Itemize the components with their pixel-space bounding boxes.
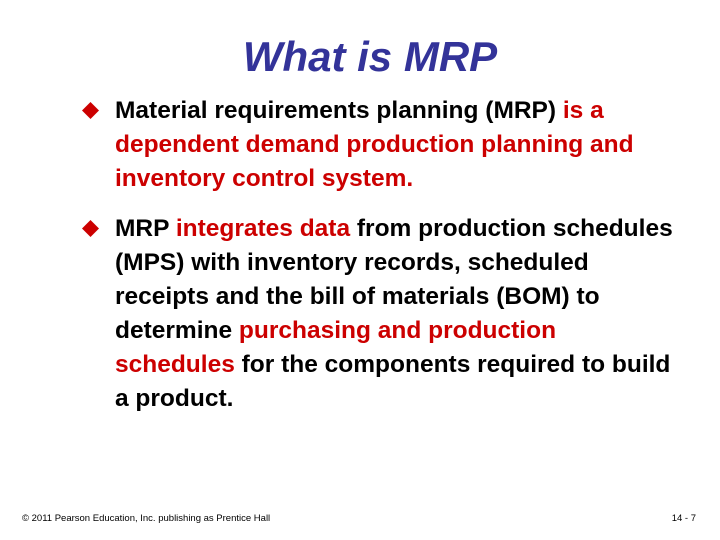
bullet-text-segment: for the components required to build a product. [115,351,671,412]
slide-title: What is MRP [242,33,498,80]
footer-copyright: © 2011 Pearson Education, Inc. publishing as Prentice Hall [22,513,271,524]
diamond-bullet-icon [82,220,99,237]
bullet-text-segment: Material requirements planning (MRP) [115,97,563,124]
bullet-text-segment: MRP [115,215,176,242]
bullet-item-mrp-definition [82,94,682,196]
diamond-bullet-icon [82,102,99,119]
bullet-item-mrp-integration [82,212,682,416]
bullet-text-highlight: integrates data [175,215,351,242]
bullet-list [82,94,682,432]
page-number: 14 - 7 [671,513,696,524]
bullet-text-segment: from production schedules (MPS) with inventory records, scheduled receipts and the bill of materials (BOM) to determine [115,215,673,344]
bullet-text-highlight: is a dependent demand production planning and inventory control system. [115,97,634,192]
bullet-text-highlight: purchasing and production schedules [115,317,557,378]
